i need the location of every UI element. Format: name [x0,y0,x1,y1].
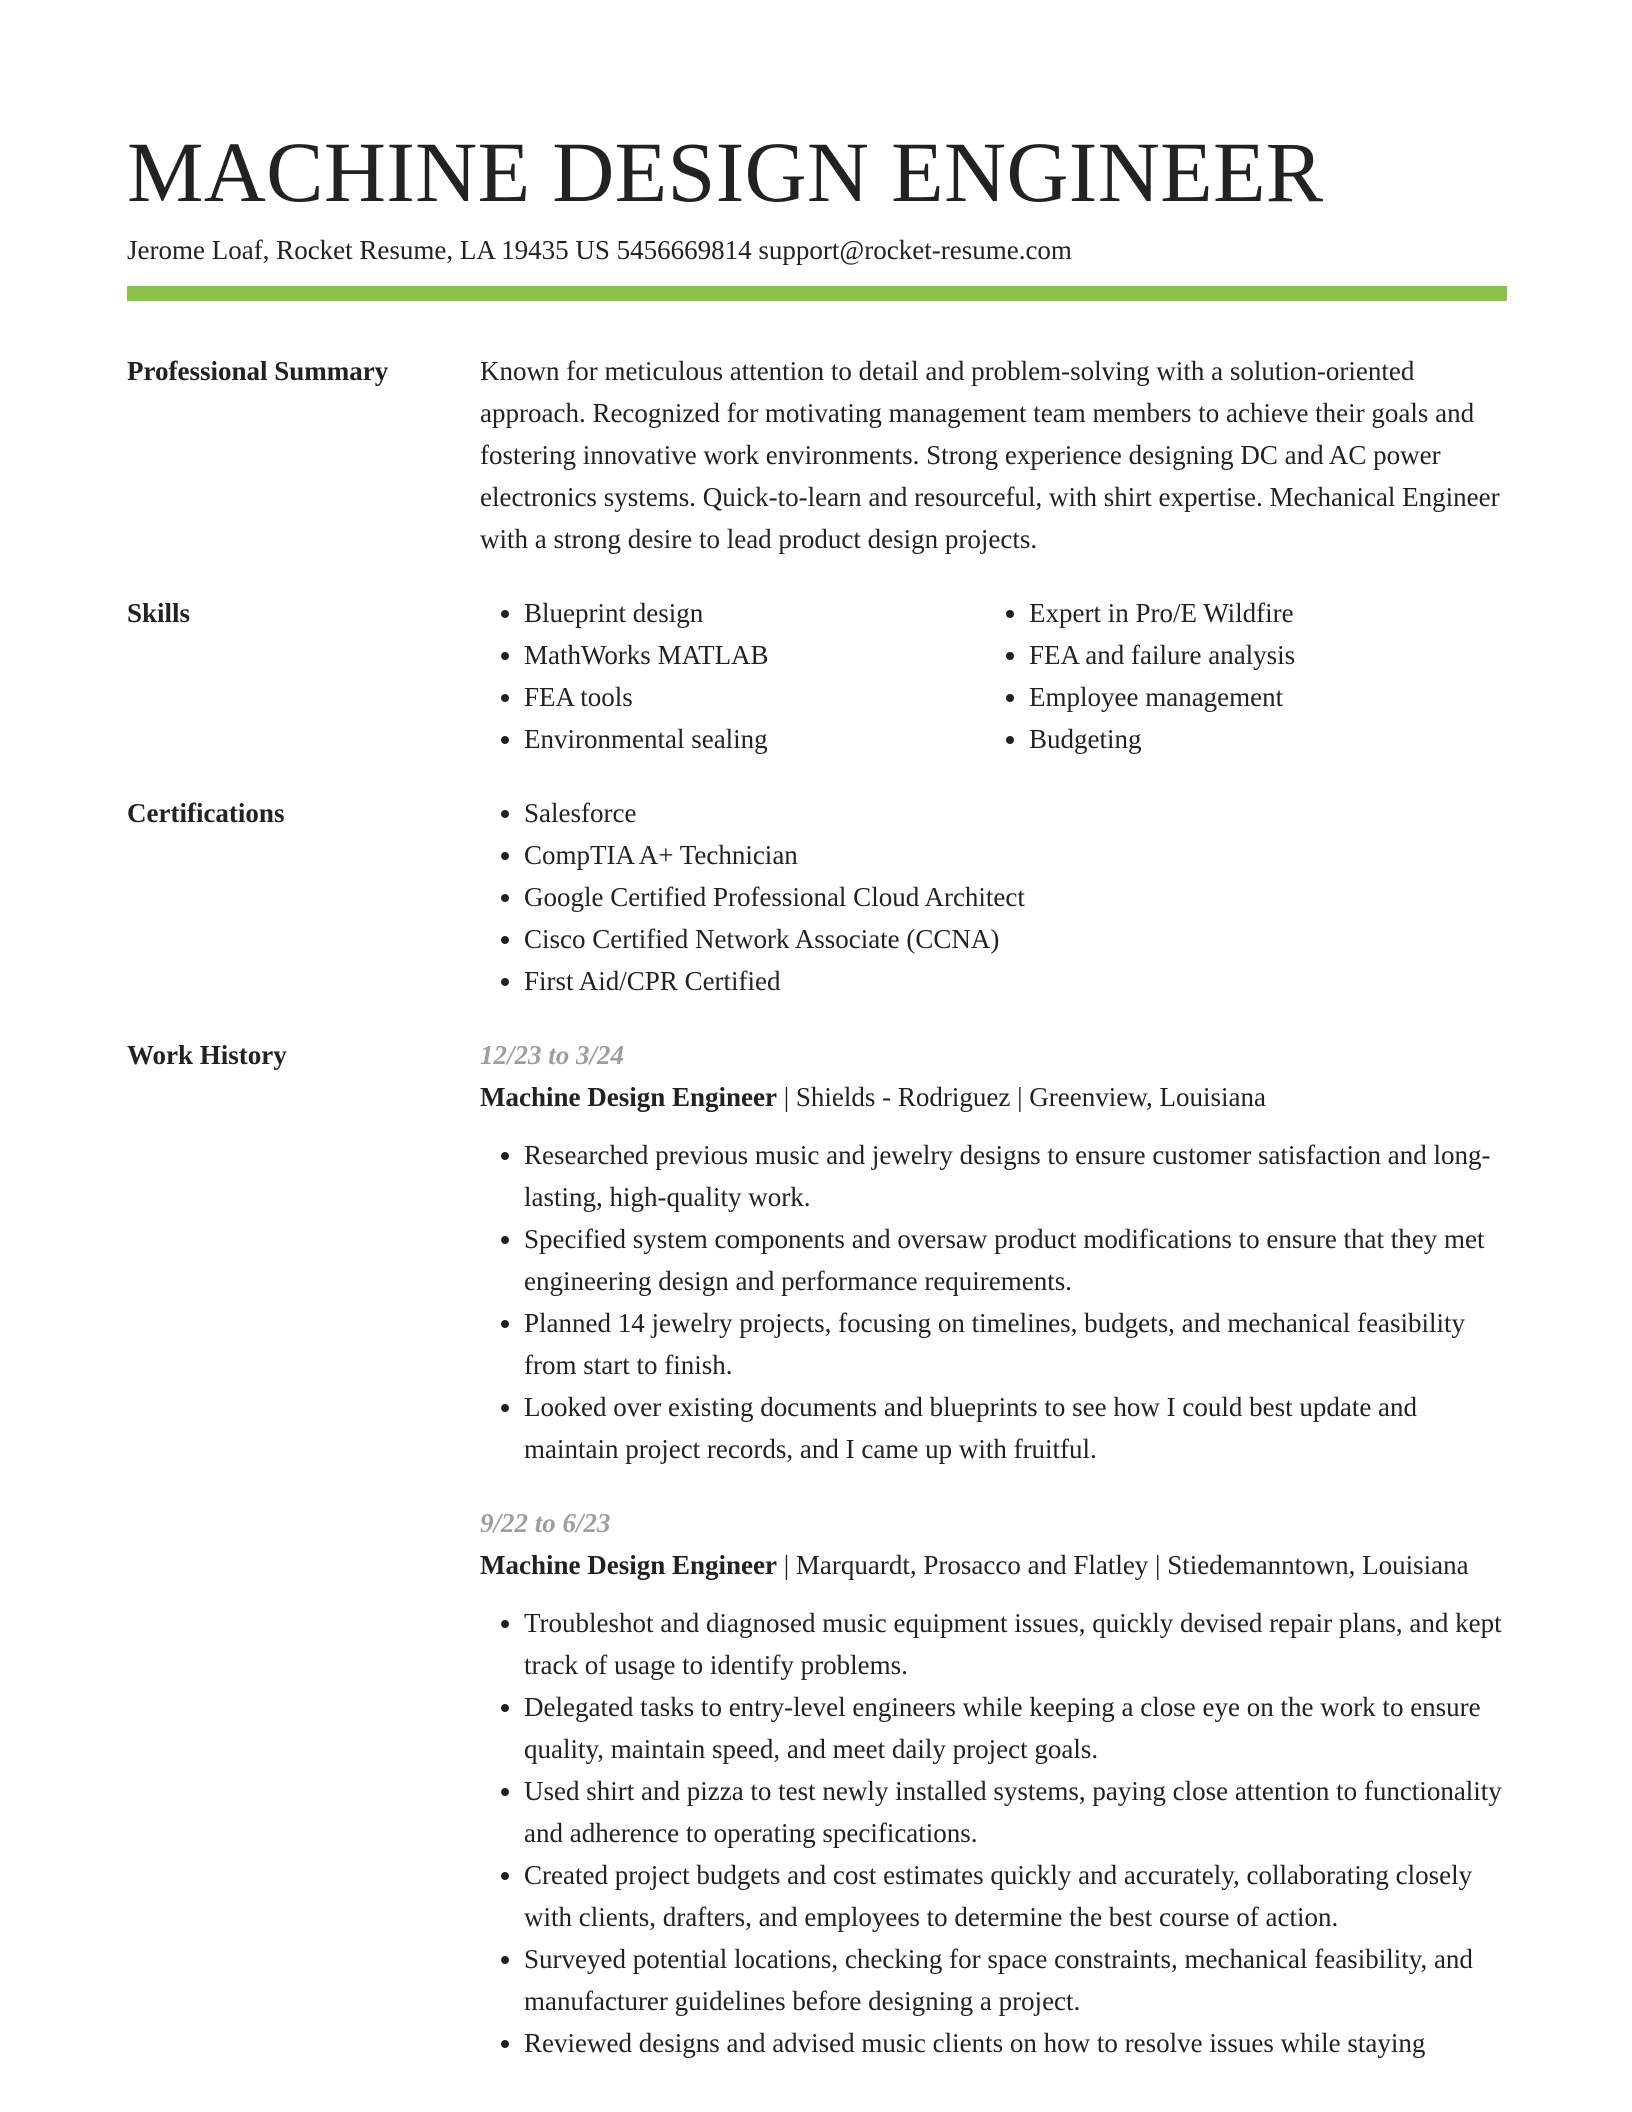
skill-item: • Employee management [1029,676,1490,718]
skills-section [127,592,1507,760]
job-bullet: • Reviewed designs and advised music clients on how to resolve issues while staying [524,2022,1507,2064]
job-dates: 9/22 to 6/23 [480,1508,611,1538]
job-bullet: • Used shirt and pizza to test newly installed systems, paying close attention to functionality and adherence to operating specifications. [524,1770,1507,1854]
job-bullet: • Created project budgets and cost estimates quickly and accurately, collaborating closely with clients, drafters, and employees to determine the best course of action. [524,1854,1507,1938]
certification-item: • Cisco Certified Network Associate (CCNA) [524,918,1507,960]
job-bullet: • Specified system components and oversaw product modifications to ensure that they met engineering design and performance requirements. [524,1218,1507,1302]
job-details: | Shields - Rodriguez | Greenview, Louisiana [777,1082,1266,1112]
skill-item: • MathWorks MATLAB [524,634,985,676]
resume-sections [127,350,1507,2096]
skills-list-left [480,592,985,760]
skill-item: • Blueprint design [524,592,985,634]
certification-item: • Salesforce [524,792,1507,834]
job-bullet: • Looked over existing documents and blueprints to see how I could best update and maintain project records, and I came up with fruitful. [524,1386,1507,1470]
job-dates: 12/23 to 3/24 [480,1040,625,1070]
summary-text: Known for meticulous attention to detail and problem-solving with a solution-oriented approach. Recognized for motivating management team members to achieve their goals and fostering innovative work environments. Strong experience designing DC and AC power electronics systems. Quick-to-learn and resourceful, with shirt expertise. Mechanical Engineer with a strong desire to lead product design projects. [480,356,1500,554]
job-heading [480,1076,1507,1118]
certification-item: • Google Certified Professional Cloud Architect [524,876,1507,918]
work-history-heading: Work History [127,1040,287,1070]
accent-divider [127,286,1507,301]
skill-item: • Environmental sealing [524,718,985,760]
job-bullet: • Surveyed potential locations, checking for space constraints, mechanical feasibility, and manufacturer guidelines before designing a project. [524,1938,1507,2022]
certifications-list [480,792,1507,1002]
certification-item: • First Aid/CPR Certified [524,960,1507,1002]
skill-item: • FEA tools [524,676,985,718]
job-title: Machine Design Engineer [480,1082,777,1112]
job-entry [480,1502,1507,2064]
certification-item: • CompTIA A+ Technician [524,834,1507,876]
job-heading [480,1544,1507,1586]
certifications-heading: Certifications [127,798,285,828]
work-history-section [127,1034,1507,2064]
job-bullet: • Planned 14 jewelry projects, focusing on timelines, budgets, and mechanical feasibility from start to finish. [524,1302,1507,1386]
skills-list-right [985,592,1490,760]
certifications-section [127,792,1507,1002]
job-bullet: • Researched previous music and jewelry designs to ensure customer satisfaction and long-lasting, high-quality work. [524,1134,1507,1218]
summary-heading: Professional Summary [127,356,389,386]
job-bullets [480,1134,1507,1470]
skill-item: • Expert in Pro/E Wildfire [1029,592,1490,634]
summary-section [127,350,1507,560]
job-entry [480,1034,1507,1470]
resume-title: MACHINE DESIGN ENGINEER [127,124,1324,220]
job-bullets [480,1602,1507,2064]
job-bullet: • Delegated tasks to entry-level engineers while keeping a close eye on the work to ensure quality, maintain speed, and meet daily project goals. [524,1686,1507,1770]
skill-item: • Budgeting [1029,718,1490,760]
job-bullet: • Troubleshot and diagnosed music equipment issues, quickly devised repair plans, and kept track of usage to identify problems. [524,1602,1507,1686]
skills-heading: Skills [127,598,191,628]
job-title: Machine Design Engineer [480,1550,777,1580]
skill-item: • FEA and failure analysis [1029,634,1490,676]
job-details: | Marquardt, Prosacco and Flatley | Stiedemanntown, Louisiana [777,1550,1469,1580]
contact-line: Jerome Loaf, Rocket Resume, LA 19435 US 5456669814 support@rocket-resume.com [127,235,1072,265]
